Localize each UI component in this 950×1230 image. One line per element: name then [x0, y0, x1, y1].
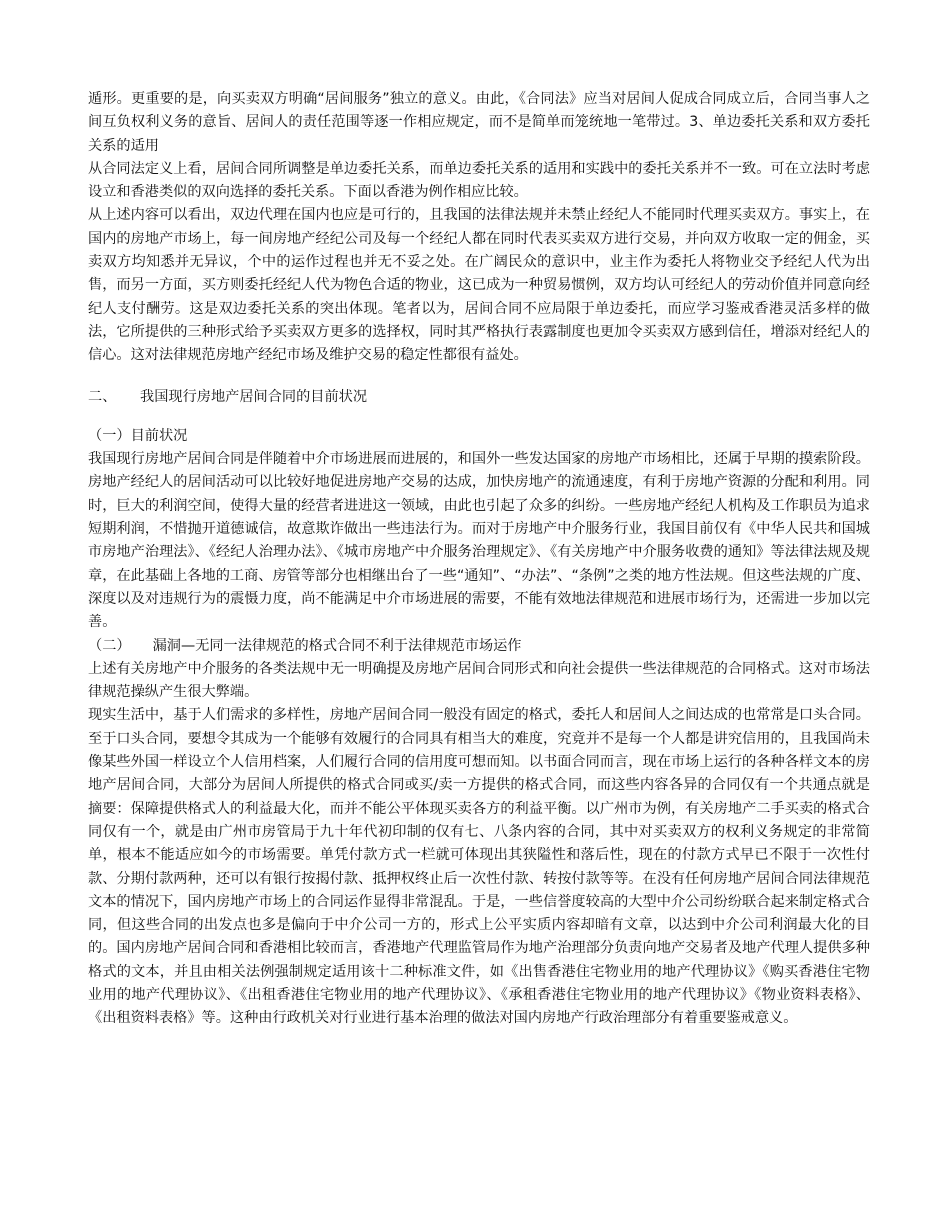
paragraph-regulation-gap: 上述有关房地产中介服务的各类法规中无一明确提及房地产居间合同形式和向社会提供一些法律规范的合同格式。这对市场法律规范操纵产生很大弊端。 [88, 660, 870, 701]
document-body [88, 88, 870, 1031]
subsection-number: （二） [88, 637, 131, 654]
paragraph-current-status: 我国现行房地产居间合同是伴随着中介市场进展而进展的，和国外一些发达国家的房地产市场相比，还属于早期的摸索阶段。房地产经纪人的居间活动可以比较好地促进房地产交易的达成，加快房地产的流通速度，有利于房地产资源的分配和利用。同时，巨大的利润空间，使得大量的经营者进进这一领域，由此也引起了众多的纠纷。一些房地产经纪人机构及工作职员为追求短期利润，不惜抛开道德诚信，故意欺诈做出一些违法行为。而对于房地产中介服务行业，我国目前仅有《中华人民共和国城市房地产治理法》、《经纪人治理办法》、《城市房地产中介服务治理规定》、《有关房地产中介服务收费的通知》等法律法规及规章，在此基础上各地的工商、房管等部分也相继出台了一些“通知”、“办法”、“条例”之类的地方性法规。但这些法规的广度、深度以及对违规行为的震慑力度，尚不能满足中介市场进展的需要，不能有效地法律规范和进展市场行为，还需进一步加以完善。 [88, 451, 870, 631]
subsection-heading-loophole [88, 635, 870, 658]
section-title: 我国现行房地产居间合同的目前状况 [140, 388, 368, 405]
paragraph-continuation: 遁形。更重要的是，向买卖双方明确“居间服务”独立的意义。由此，《合同法》应当对居间人促成合同成立后，合同当事人之间互负权利义务的意旨、居间人的责任范围等逐一作相应规定，而不是简单而笼统地一笔带过。3、单边委托关系和双方委托关系的适用 [88, 91, 870, 154]
paragraph-contract-definition: 从合同法定义上看，居间合同所调整是单边委托关系，而单边委托关系的适用和实践中的委托关系并不一致。可在立法时考虑设立和香港类似的双向选择的委托关系。下面以香港为例作相应比较。 [88, 160, 870, 201]
subsection-title: 漏洞—无同一法律规范的格式合同不利于法律规范市场运作 [152, 637, 522, 654]
spacer [88, 368, 870, 386]
paragraph-dual-agency: 从上述内容可以看出，双边代理在国内也应是可行的，且我国的法律法规并未禁止经纪人不能同时代理买卖双方。事实上，在国内的房地产市场上，每一间房地产经纪公司及每一个经纪人都在同时代表买卖双方进行交易，并向双方收取一定的佣金，买卖双方均知悉并无异议，个中的运作过程也并无不妥之处。在广阔民众的意识中，业主作为委托人将物业交予经纪人代为出售，而另一方面，买方则委托经纪人代为物色合适的物业，这已成为一种贸易惯例，双方均认可经纪人的劳动价值并同意向经纪人支付酬劳。这是双边委托关系的突出体现。笔者以为，居间合同不应局限于单边委托，而应学习鉴戒香港灵活多样的做法，它所提供的三种形式给予买卖双方更多的选择权，同时其严格执行表露制度也更加令买卖双方感到信任，增添对经纪人的信心。这对法律规范房地产经纪市场及维护交易的稳定性都很有益处。 [88, 207, 870, 364]
paragraph-real-life: 现实生活中，基于人们需求的多样性，房地产居间合同一般没有固定的格式，委托人和居间人之间达成的也常常是口头合同。至于口头合同，要想令其成为一个能够有效履行的合同具有相当大的难度，究竟并不是每一个人都是讲究信用的，且我国尚未像某些外国一样设立个人信用档案，人们履行合同的信用度可想而知。以书面合同而言，现在市场上运行的各种各样文本的房地产居间合同，大部分为居间人所提供的格式合同或买/卖一方提供的格式合同，而这些内容各异的合同仅有一个共通点就是摘要：保障提供格式人的利益最大化，而并不能公平体现买卖各方的利益平衡。以广州市为例，有关房地产二手买卖的格式合同仅有一个，就是由广州市房管局于九十年代初印制的仅有七、八条内容的合同，其中对买卖双方的权利义务规定的非常简单，根本不能适应如今的市场需要。单凭付款方式一栏就可体现出其狭隘性和落后性，现在的付款方式早已不限于一次性付款、分期付款两种，还可以有银行按揭付款、抵押权终止后一次性付款、转按付款等等。在没有任何房地产居间合同法律规范文本的情况下，国内房地产市场上的合同运作显得非常混乱。于是，一些信誉度较高的大型中介公司纷纷联合起来制定格式合同，但这些合同的出发点也多是偏向于中介公司一方的，形式上公平实质内容却暗有文章，以达到中介公司利润最大化的目的。国内房地产居间合同和香港相比较而言，香港地产代理监管局作为地产治理部分负责向地产交易者及地产代理人提供多种格式的文本，并且由相关法例强制规定适用该十二种标准文件，如《出售香港住宅物业用的地产代理协议》《购买香港住宅物业用的地产代理协议》、《出租香港住宅物业用的地产代理协议》、《承租香港住宅物业用的地产代理协议》《物业资料表格》、《出租资料表格》等。这种由行政机关对行业进行基本治理的做法对国内房地产行政治理部分有着重要鉴戒意义。 [88, 707, 870, 1027]
section-heading [88, 386, 870, 409]
spacer [88, 409, 870, 425]
subsection-heading-current-status: （一）目前状况 [88, 427, 188, 444]
section-number: 二、 [88, 388, 117, 405]
